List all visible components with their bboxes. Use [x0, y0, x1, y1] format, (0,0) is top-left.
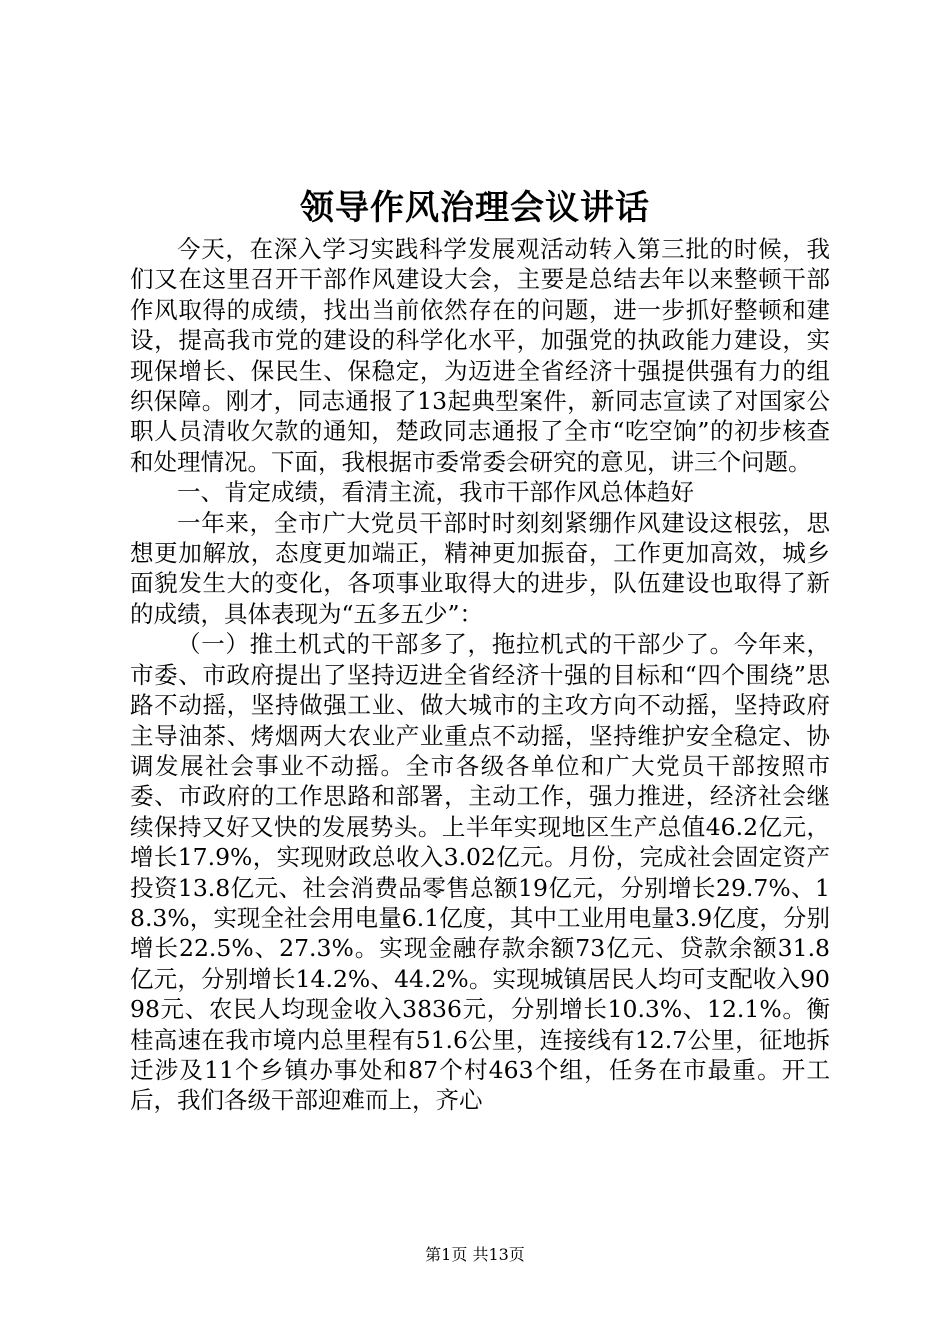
page-number-footer: 第1页 共13页: [425, 1245, 525, 1264]
paragraph-summary: 一年来，全市广大党员干部时时刻刻紧绷作风建设这根弦，思想更加解放，态度更加端正，精神更加振奋，工作更加高效，城乡面貌发生大的变化，各项事业取得大的进步，队伍建设也取得了新的成绩，具体表现为“五多五少”：: [130, 508, 830, 628]
document-title: 领导作风治理会议讲话: [300, 188, 650, 228]
document-body: [130, 234, 830, 1116]
paragraph-intro: 今天，在深入学习实践科学发展观活动转入第三批的时候，我们又在这里召开干部作风建设大会，主要是总结去年以来整顿干部作风取得的成绩，找出当前依然存在的问题，进一步抓好整顿和建设，提高我市党的建设的科学化水平，加强党的执政能力建设，实现保增长、保民生、保稳定，为迈进全省经济十强提供强有力的组织保障。刚才，同志通报了13起典型案件，新同志宣读了对国家公职人员清收欠款的通知，楚政同志通报了全市“吃空饷”的初步核查和处理情况。下面，我根据市委常委会研究的意见，讲三个问题。: [130, 235, 830, 476]
paragraph-point-1: （一）推土机式的干部多了，拖拉机式的干部少了。今年来，市委、市政府提出了坚持迈进全省经济十强的目标和“四个围绕”思路不动摇，坚持做强工业、做大城市的主攻方向不动摇，坚持政府主导油茶、烤烟两大农业产业重点不动摇，坚持维护安全稳定、协调发展社会事业不动摇。全市各级各单位和广大党员干部按照市委、市政府的工作思路和部署，主动工作，强力推进，经济社会继续保持又好又快的发展势头。上半年实现地区生产总值46.2亿元，增长17.9%，实现财政总收入3.02亿元。月份，完成社会固定资产投资13.8亿元、社会消费品零售总额19亿元，分别增长29.7%、18.3%，实现全社会用电量6.1亿度，其中工业用电量3.9亿度，分别增长22.5%、27.3%。实现金融存款余额73亿元、贷款余额31.8亿元，分别增长14.2%、44.2%。实现城镇居民人均可支配收入9098元、农民人均现金收入3836元，分别增长10.3%、12.1%。衡桂高速在我市境内总里程有51.6公里，连接线有12.7公里，征地拆迁涉及11个乡镇办事处和87个村463个组，任务在市最重。开工后，我们各级干部迎难而上，齐心: [130, 630, 830, 1115]
section-heading-1: 一、肯定成绩，看清主流，我市干部作风总体趋好: [177, 478, 694, 507]
